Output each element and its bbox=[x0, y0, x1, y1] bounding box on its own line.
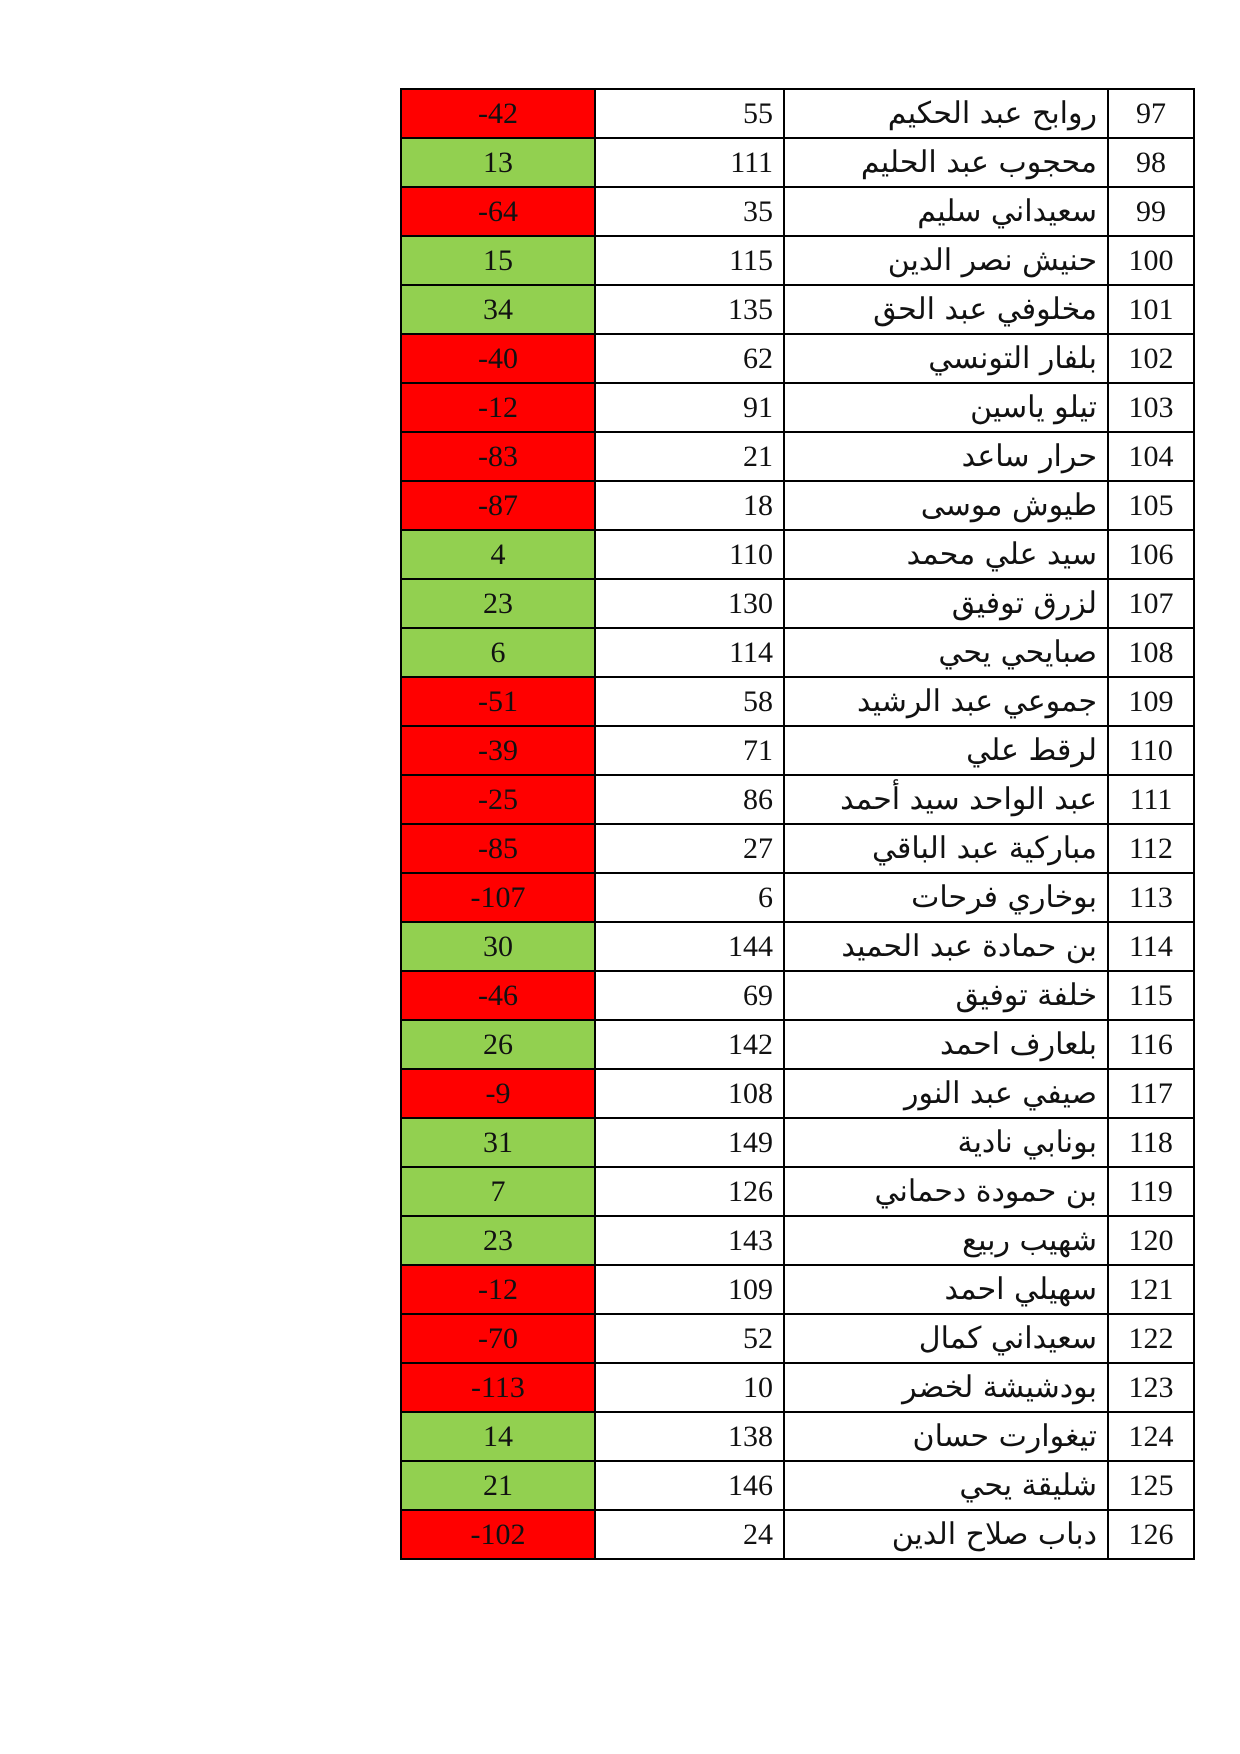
row-number-cell: 103 bbox=[1108, 383, 1194, 432]
name-cell: سيد علي محمد bbox=[784, 530, 1108, 579]
difference-cell: 31 bbox=[401, 1118, 595, 1167]
difference-cell: -42 bbox=[401, 89, 595, 138]
table-row bbox=[401, 1216, 1194, 1265]
table-row bbox=[401, 677, 1194, 726]
row-number-cell: 119 bbox=[1108, 1167, 1194, 1216]
row-number-cell: 111 bbox=[1108, 775, 1194, 824]
row-number-cell: 118 bbox=[1108, 1118, 1194, 1167]
name-cell: طيوش موسى bbox=[784, 481, 1108, 530]
score-cell: 110 bbox=[595, 530, 784, 579]
row-number-cell: 116 bbox=[1108, 1020, 1194, 1069]
difference-cell: -12 bbox=[401, 383, 595, 432]
row-number-cell: 105 bbox=[1108, 481, 1194, 530]
score-cell: 115 bbox=[595, 236, 784, 285]
name-cell: روابح عبد الحكيم bbox=[784, 89, 1108, 138]
difference-cell: -25 bbox=[401, 775, 595, 824]
difference-cell: 14 bbox=[401, 1412, 595, 1461]
row-number-cell: 115 bbox=[1108, 971, 1194, 1020]
table-row bbox=[401, 89, 1194, 138]
name-cell: بلعارف احمد bbox=[784, 1020, 1108, 1069]
name-cell: بوخاري فرحات bbox=[784, 873, 1108, 922]
row-number-cell: 123 bbox=[1108, 1363, 1194, 1412]
score-cell: 58 bbox=[595, 677, 784, 726]
difference-cell: -87 bbox=[401, 481, 595, 530]
table-row bbox=[401, 824, 1194, 873]
score-cell: 149 bbox=[595, 1118, 784, 1167]
table-row bbox=[401, 628, 1194, 677]
difference-cell: -9 bbox=[401, 1069, 595, 1118]
row-number-cell: 101 bbox=[1108, 285, 1194, 334]
table-row bbox=[401, 1510, 1194, 1559]
name-cell: صيفي عبد النور bbox=[784, 1069, 1108, 1118]
row-number-cell: 98 bbox=[1108, 138, 1194, 187]
table-row bbox=[401, 1265, 1194, 1314]
score-cell: 135 bbox=[595, 285, 784, 334]
difference-cell: 21 bbox=[401, 1461, 595, 1510]
score-cell: 62 bbox=[595, 334, 784, 383]
table-row bbox=[401, 775, 1194, 824]
score-cell: 144 bbox=[595, 922, 784, 971]
name-cell: سعيداني كمال bbox=[784, 1314, 1108, 1363]
table-row bbox=[401, 579, 1194, 628]
row-number-cell: 112 bbox=[1108, 824, 1194, 873]
table-row bbox=[401, 334, 1194, 383]
name-cell: عبد الواحد سيد أحمد bbox=[784, 775, 1108, 824]
score-cell: 10 bbox=[595, 1363, 784, 1412]
row-number-cell: 104 bbox=[1108, 432, 1194, 481]
row-number-cell: 107 bbox=[1108, 579, 1194, 628]
difference-cell: 13 bbox=[401, 138, 595, 187]
difference-cell: -113 bbox=[401, 1363, 595, 1412]
row-number-cell: 102 bbox=[1108, 334, 1194, 383]
name-cell: تيغوارت حسان bbox=[784, 1412, 1108, 1461]
name-cell: محجوب عبد الحليم bbox=[784, 138, 1108, 187]
name-cell: لرقط علي bbox=[784, 726, 1108, 775]
difference-cell: 30 bbox=[401, 922, 595, 971]
score-cell: 86 bbox=[595, 775, 784, 824]
row-number-cell: 122 bbox=[1108, 1314, 1194, 1363]
difference-cell: 4 bbox=[401, 530, 595, 579]
table-row bbox=[401, 432, 1194, 481]
row-number-cell: 97 bbox=[1108, 89, 1194, 138]
table-row bbox=[401, 1461, 1194, 1510]
score-cell: 111 bbox=[595, 138, 784, 187]
table-row bbox=[401, 971, 1194, 1020]
difference-cell: 23 bbox=[401, 1216, 595, 1265]
row-number-cell: 126 bbox=[1108, 1510, 1194, 1559]
table-row bbox=[401, 1314, 1194, 1363]
row-number-cell: 110 bbox=[1108, 726, 1194, 775]
score-cell: 71 bbox=[595, 726, 784, 775]
table-row bbox=[401, 726, 1194, 775]
row-number-cell: 117 bbox=[1108, 1069, 1194, 1118]
score-cell: 52 bbox=[595, 1314, 784, 1363]
name-cell: بونابي نادية bbox=[784, 1118, 1108, 1167]
name-cell: بودشيشة لخضر bbox=[784, 1363, 1108, 1412]
score-cell: 142 bbox=[595, 1020, 784, 1069]
name-cell: حرار ساعد bbox=[784, 432, 1108, 481]
score-cell: 143 bbox=[595, 1216, 784, 1265]
difference-cell: 15 bbox=[401, 236, 595, 285]
results-table bbox=[400, 88, 1195, 1560]
row-number-cell: 120 bbox=[1108, 1216, 1194, 1265]
difference-cell: 6 bbox=[401, 628, 595, 677]
score-cell: 114 bbox=[595, 628, 784, 677]
row-number-cell: 99 bbox=[1108, 187, 1194, 236]
score-cell: 27 bbox=[595, 824, 784, 873]
row-number-cell: 100 bbox=[1108, 236, 1194, 285]
score-cell: 69 bbox=[595, 971, 784, 1020]
table-row bbox=[401, 1363, 1194, 1412]
row-number-cell: 113 bbox=[1108, 873, 1194, 922]
score-cell: 24 bbox=[595, 1510, 784, 1559]
difference-cell: -46 bbox=[401, 971, 595, 1020]
table-row bbox=[401, 1412, 1194, 1461]
difference-cell: -83 bbox=[401, 432, 595, 481]
results-table-body bbox=[401, 89, 1194, 1559]
table-row bbox=[401, 922, 1194, 971]
row-number-cell: 121 bbox=[1108, 1265, 1194, 1314]
score-cell: 6 bbox=[595, 873, 784, 922]
difference-cell: -70 bbox=[401, 1314, 595, 1363]
difference-cell: -64 bbox=[401, 187, 595, 236]
score-cell: 18 bbox=[595, 481, 784, 530]
table-row bbox=[401, 1069, 1194, 1118]
name-cell: بلفار التونسي bbox=[784, 334, 1108, 383]
difference-cell: -39 bbox=[401, 726, 595, 775]
difference-cell: 23 bbox=[401, 579, 595, 628]
score-cell: 91 bbox=[595, 383, 784, 432]
row-number-cell: 108 bbox=[1108, 628, 1194, 677]
name-cell: سهيلي احمد bbox=[784, 1265, 1108, 1314]
table-row bbox=[401, 285, 1194, 334]
name-cell: دباب صلاح الدين bbox=[784, 1510, 1108, 1559]
difference-cell: 26 bbox=[401, 1020, 595, 1069]
row-number-cell: 109 bbox=[1108, 677, 1194, 726]
name-cell: شليقة يحي bbox=[784, 1461, 1108, 1510]
name-cell: مباركية عبد الباقي bbox=[784, 824, 1108, 873]
name-cell: بن حمودة دحماني bbox=[784, 1167, 1108, 1216]
score-cell: 55 bbox=[595, 89, 784, 138]
row-number-cell: 124 bbox=[1108, 1412, 1194, 1461]
score-cell: 35 bbox=[595, 187, 784, 236]
table-row bbox=[401, 138, 1194, 187]
table-row bbox=[401, 236, 1194, 285]
row-number-cell: 114 bbox=[1108, 922, 1194, 971]
difference-cell: -102 bbox=[401, 1510, 595, 1559]
row-number-cell: 106 bbox=[1108, 530, 1194, 579]
table-row bbox=[401, 530, 1194, 579]
table-row bbox=[401, 1167, 1194, 1216]
name-cell: سعيداني سليم bbox=[784, 187, 1108, 236]
score-cell: 138 bbox=[595, 1412, 784, 1461]
score-cell: 146 bbox=[595, 1461, 784, 1510]
table-row bbox=[401, 481, 1194, 530]
table-row bbox=[401, 1118, 1194, 1167]
difference-cell: -51 bbox=[401, 677, 595, 726]
score-cell: 126 bbox=[595, 1167, 784, 1216]
name-cell: تيلو ياسين bbox=[784, 383, 1108, 432]
difference-cell: -85 bbox=[401, 824, 595, 873]
difference-cell: -12 bbox=[401, 1265, 595, 1314]
score-cell: 109 bbox=[595, 1265, 784, 1314]
name-cell: لزرق توفيق bbox=[784, 579, 1108, 628]
name-cell: خلفة توفيق bbox=[784, 971, 1108, 1020]
name-cell: حنيش نصر الدين bbox=[784, 236, 1108, 285]
name-cell: مخلوفي عبد الحق bbox=[784, 285, 1108, 334]
score-cell: 21 bbox=[595, 432, 784, 481]
table-row bbox=[401, 1020, 1194, 1069]
row-number-cell: 125 bbox=[1108, 1461, 1194, 1510]
name-cell: بن حمادة عبد الحميد bbox=[784, 922, 1108, 971]
name-cell: صبايحي يحي bbox=[784, 628, 1108, 677]
table-row bbox=[401, 873, 1194, 922]
score-cell: 130 bbox=[595, 579, 784, 628]
name-cell: جموعي عبد الرشيد bbox=[784, 677, 1108, 726]
difference-cell: 34 bbox=[401, 285, 595, 334]
difference-cell: 7 bbox=[401, 1167, 595, 1216]
table-row bbox=[401, 383, 1194, 432]
difference-cell: -107 bbox=[401, 873, 595, 922]
table-row bbox=[401, 187, 1194, 236]
score-cell: 108 bbox=[595, 1069, 784, 1118]
name-cell: شهيب ربيع bbox=[784, 1216, 1108, 1265]
difference-cell: -40 bbox=[401, 334, 595, 383]
